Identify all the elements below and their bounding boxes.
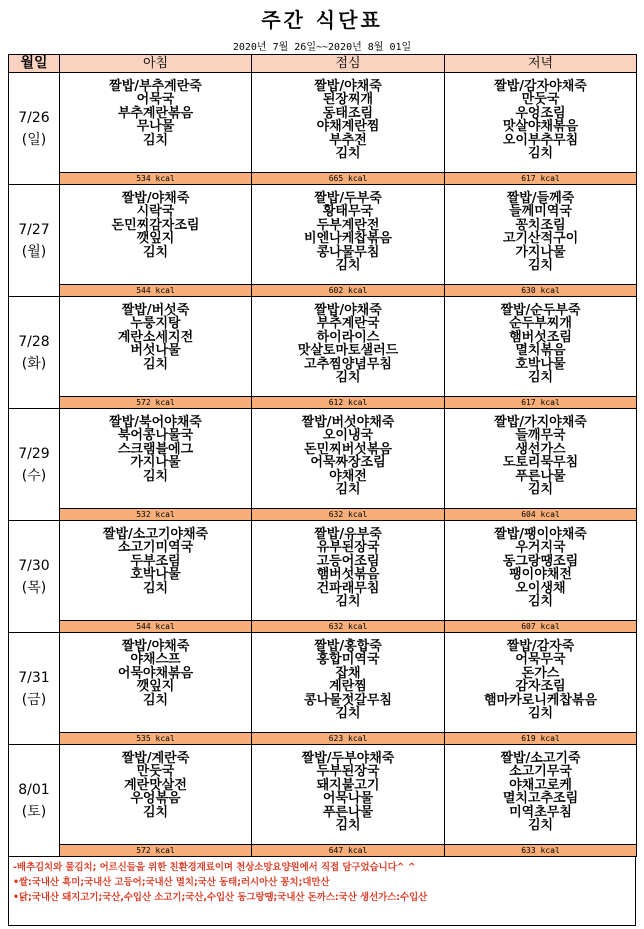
day-date: 8/01	[18, 781, 50, 798]
breakfast-items	[60, 409, 251, 508]
menu-item: 김치	[335, 370, 361, 386]
day-weekday: (수)	[21, 467, 47, 484]
menu-item: 김치	[142, 132, 169, 148]
dinner-cell	[445, 297, 637, 409]
lunch-cell	[252, 745, 445, 857]
menu-item: 짤밥/야채죽	[121, 639, 190, 654]
menu-item: 김치	[142, 692, 169, 708]
menu-item: 꽁치조림	[515, 217, 566, 233]
menu-item: 짤밥/가지야채죽	[494, 415, 587, 430]
menu-item: 동그랑땡조림	[502, 553, 579, 569]
menu-item: 푸른나물	[515, 468, 566, 484]
menu-item: 짤밥/북어야채죽	[109, 415, 202, 430]
breakfast-items	[60, 521, 251, 620]
kcal-bar: 534 kcal	[60, 172, 251, 184]
menu-item: 햄버섯볶음	[316, 567, 380, 583]
menu-item: 김치	[527, 818, 554, 834]
menu-item: 짤밥/들께죽	[506, 191, 575, 206]
header-day: 월일	[9, 55, 60, 73]
breakfast-items	[60, 745, 251, 844]
lunch-items	[252, 297, 444, 396]
menu-item: 짤밥/소고기죽	[500, 751, 581, 766]
breakfast-cell	[60, 745, 252, 857]
dinner-items	[445, 745, 636, 844]
menu-item: 들께미역국	[509, 204, 572, 220]
menu-item: 어묵야채볶음	[117, 665, 194, 681]
menu-item: 짤밥/홍합죽	[314, 639, 382, 654]
lunch-items	[252, 521, 444, 620]
menu-item: 김치	[335, 146, 361, 162]
day-row	[9, 73, 637, 185]
kcal-bar: 617 kcal	[445, 396, 636, 408]
day-row	[9, 745, 637, 857]
menu-item: 짤밥/부추계란죽	[109, 79, 202, 94]
day-weekday: (금)	[21, 691, 47, 708]
breakfast-cell	[60, 297, 252, 409]
menu-item: 무나물	[136, 119, 175, 135]
dinner-cell	[445, 409, 637, 521]
day-date: 7/26	[18, 109, 50, 126]
menu-item: 김치	[527, 482, 554, 498]
menu-item: 맛살토마토샐러드	[297, 343, 399, 359]
day-cell	[9, 633, 60, 745]
menu-item: 팽이야채전	[509, 567, 572, 583]
dinner-cell	[445, 633, 637, 745]
lunch-items	[252, 185, 444, 284]
menu-item: 들깨무국	[515, 428, 566, 444]
dinner-items	[445, 633, 636, 732]
menu-item: 홍합미역국	[316, 652, 380, 668]
menu-item: 부추계란볶음	[117, 105, 194, 121]
menu-table	[8, 54, 637, 857]
menu-item: 짤밥/팽이야채죽	[494, 527, 587, 542]
dinner-items	[445, 409, 636, 508]
menu-item: 김치	[527, 146, 554, 162]
menu-item: 스크램블에그	[117, 441, 194, 457]
menu-item: 짤밥/버섯죽	[121, 303, 190, 318]
menu-item: 김치	[335, 706, 361, 722]
menu-item: 돈가스	[521, 665, 560, 681]
breakfast-cell	[60, 521, 252, 633]
menu-item: 맛살야채볶음	[502, 119, 579, 135]
menu-item: 북어콩나물국	[117, 428, 194, 444]
menu-item: 짤밥/두부야채죽	[301, 751, 395, 766]
menu-item: 야채전	[329, 468, 367, 484]
day-date: 7/29	[18, 445, 50, 462]
day-date: 7/27	[18, 221, 50, 238]
kcal-bar: 604 kcal	[445, 508, 636, 520]
menu-item: 짤밥/야채죽	[121, 191, 190, 206]
menu-item: 유부된장국	[316, 540, 380, 556]
menu-item: 우거지국	[515, 540, 566, 556]
menu-item: 김치	[335, 594, 361, 610]
lunch-items	[252, 633, 444, 732]
menu-item: 김치	[527, 258, 554, 274]
menu-item: 야채고로케	[509, 777, 572, 793]
menu-item: 짤밥/야채죽	[314, 79, 382, 94]
menu-item: 잡채	[335, 665, 361, 681]
menu-item: 부추계란국	[316, 316, 380, 332]
kcal-bar: 632 kcal	[252, 508, 444, 520]
menu-item: 시락국	[136, 204, 175, 220]
menu-item: 깻잎지	[136, 231, 175, 247]
menu-item: 우엉조림	[515, 105, 566, 121]
menu-item: 버섯나물	[130, 343, 181, 359]
kcal-bar: 633 kcal	[445, 844, 636, 856]
menu-item: 김치	[335, 258, 361, 274]
kcal-bar: 612 kcal	[252, 396, 444, 408]
menu-item: 어묵나물	[322, 791, 374, 807]
day-row	[9, 633, 637, 745]
menu-item: 감자조림	[515, 679, 566, 695]
menu-item: 돼지불고기	[316, 777, 380, 793]
day-row	[9, 409, 637, 521]
day-cell	[9, 297, 60, 409]
menu-item: 짤밥/감자야채죽	[494, 79, 587, 94]
kcal-bar: 632 kcal	[252, 620, 444, 632]
lunch-items	[252, 409, 444, 508]
day-cell	[9, 185, 60, 297]
menu-item: 누룽지탕	[130, 316, 181, 332]
menu-item: 멸치볶음	[515, 343, 566, 359]
lunch-items	[252, 745, 444, 844]
day-row	[9, 297, 637, 409]
menu-item: 소고기미역국	[117, 540, 194, 556]
menu-item: 짤밥/순두부죽	[500, 303, 581, 318]
dinner-items	[445, 521, 636, 620]
menu-item: 비엔나케찹볶음	[304, 231, 392, 247]
menu-item: 소고기무국	[509, 764, 572, 780]
menu-item: 계란맛살전	[124, 777, 187, 793]
menu-item: 햄버섯조림	[509, 329, 572, 345]
menu-item: 계란소세지전	[117, 329, 194, 345]
note-origin-2: •닭;국내산 돼지고기;국산,수입산 소고기;국산,수입산 동그랑땡;국내산 돈까스:국산 생선가스:수입산	[13, 892, 428, 903]
menu-item: 순두부찌개	[509, 316, 572, 332]
day-weekday: (일)	[21, 131, 47, 148]
menu-item: 만둣국	[521, 92, 560, 108]
header-dinner: 저녁	[445, 55, 637, 73]
menu-item: 김치	[335, 818, 361, 834]
dinner-cell	[445, 745, 637, 857]
menu-item: 가지나물	[515, 244, 566, 260]
menu-item: 하이라이스	[316, 329, 380, 345]
kcal-bar: 619 kcal	[445, 732, 636, 744]
breakfast-items	[60, 297, 251, 396]
menu-item: 우엉볶음	[130, 791, 181, 807]
menu-item: 오이생채	[515, 580, 566, 596]
menu-item: 황태무국	[322, 204, 374, 220]
menu-item: 짤밥/유부죽	[314, 527, 382, 542]
menu-item: 멸치고추조림	[502, 791, 579, 807]
menu-item: 고등어조림	[316, 553, 380, 569]
day-date: 7/31	[18, 669, 50, 686]
breakfast-cell	[60, 73, 252, 185]
dinner-items	[445, 185, 636, 284]
menu-item: 도토리묵무침	[502, 455, 579, 471]
menu-item: 어묵무국	[515, 652, 566, 668]
menu-item: 김치	[142, 356, 169, 372]
lunch-cell	[252, 297, 445, 409]
menu-item: 만둣국	[136, 764, 175, 780]
menu-item: 짤밥/두부죽	[314, 191, 382, 206]
kcal-bar: 572 kcal	[60, 844, 251, 856]
day-cell	[9, 521, 60, 633]
menu-item: 어묵국	[136, 92, 175, 108]
lunch-cell	[252, 73, 445, 185]
menu-item: 건파래무침	[316, 580, 380, 596]
menu-item: 짤밥/버섯야채죽	[301, 415, 395, 430]
breakfast-cell	[60, 185, 252, 297]
note-kimchi: -배추김치와 물김치; 어르신들을 위한 친환경재료이며 천상소망요양원에서 직접 담구었습니다^ ^	[13, 862, 416, 873]
menu-item: 부추전	[329, 132, 367, 148]
day-row	[9, 521, 637, 633]
menu-item: 김치	[527, 706, 554, 722]
menu-item: 콩나물무침	[316, 244, 380, 260]
kcal-bar: 647 kcal	[252, 844, 444, 856]
day-cell	[9, 409, 60, 521]
kcal-bar: 532 kcal	[60, 508, 251, 520]
menu-item: 김치	[335, 482, 361, 498]
menu-item: 김치	[142, 468, 169, 484]
menu-item: 계란찜	[329, 679, 367, 695]
menu-item: 고추찜양념무침	[304, 356, 392, 372]
menu-item: 깻잎지	[136, 679, 175, 695]
kcal-bar: 544 kcal	[60, 284, 251, 296]
menu-item: 짤밥/야채죽	[314, 303, 382, 318]
dinner-items	[445, 73, 636, 172]
menu-item: 오이냉국	[322, 428, 374, 444]
menu-item: 두부조림	[130, 553, 181, 569]
menu-item: 김치	[142, 580, 169, 596]
kcal-bar: 665 kcal	[252, 172, 444, 184]
menu-item: 오이부추무침	[502, 132, 579, 148]
menu-item: 미역초무침	[509, 804, 572, 820]
breakfast-items	[60, 73, 251, 172]
kcal-bar: 630 kcal	[445, 284, 636, 296]
menu-item: 햄마카로니케찹볶음	[483, 692, 598, 708]
menu-item: 생선가스	[515, 441, 566, 457]
menu-item: 두부계란전	[316, 217, 380, 233]
menu-item: 짤밥/감자죽	[506, 639, 575, 654]
menu-item: 어묵짜장조림	[310, 455, 386, 471]
day-weekday: (목)	[21, 579, 47, 596]
header-lunch: 점심	[252, 55, 445, 73]
menu-item: 호박나물	[130, 567, 181, 583]
note-origin-1: •쌀:국내산 흑미;국내산 고등어;국내산 멸치;국산 동태;러시아산 꽁치;대만산	[13, 877, 330, 888]
breakfast-cell	[60, 633, 252, 745]
menu-item: 콩나물젓갈무침	[304, 692, 392, 708]
day-weekday: (월)	[21, 243, 47, 260]
menu-item: 돈민찌버섯볶음	[304, 441, 392, 457]
header-row	[9, 55, 637, 73]
menu-item: 짤밥/소고기야채죽	[102, 527, 209, 542]
kcal-bar: 544 kcal	[60, 620, 251, 632]
day-weekday: (화)	[21, 355, 47, 372]
lunch-items	[252, 73, 444, 172]
kcal-bar: 602 kcal	[252, 284, 444, 296]
menu-item: 푸른나물	[322, 804, 374, 820]
dinner-items	[445, 297, 636, 396]
day-row	[9, 185, 637, 297]
menu-item: 동태조림	[322, 105, 374, 121]
day-date: 7/30	[18, 557, 50, 574]
dinner-cell	[445, 521, 637, 633]
notes-box	[8, 856, 636, 926]
kcal-bar: 623 kcal	[252, 732, 444, 744]
menu-body	[9, 73, 637, 857]
breakfast-items	[60, 633, 251, 732]
date-range: 2020년 7월 26일~~2020년 8월 01일	[232, 42, 412, 53]
lunch-cell	[252, 409, 445, 521]
menu-item: 가지나물	[130, 455, 181, 471]
menu-item: 고기산적구이	[502, 231, 579, 247]
menu-item: 김치	[142, 244, 169, 260]
breakfast-cell	[60, 409, 252, 521]
menu-item: 김치	[527, 594, 554, 610]
header-breakfast: 아침	[60, 55, 252, 73]
lunch-cell	[252, 633, 445, 745]
menu-item: 돈민찌감자조림	[111, 217, 200, 233]
kcal-bar: 617 kcal	[445, 172, 636, 184]
menu-item: 김치	[527, 370, 554, 386]
menu-item: 야채스프	[130, 652, 181, 668]
menu-item: 두부된장국	[316, 764, 380, 780]
day-weekday: (토)	[21, 803, 47, 820]
dinner-cell	[445, 73, 637, 185]
menu-item: 짤밥/계란죽	[121, 751, 190, 766]
kcal-bar: 607 kcal	[445, 620, 636, 632]
menu-item: 김치	[142, 804, 169, 820]
kcal-bar: 535 kcal	[60, 732, 251, 744]
lunch-cell	[252, 185, 445, 297]
kcal-bar: 572 kcal	[60, 396, 251, 408]
day-date: 7/28	[18, 333, 50, 350]
day-cell	[9, 745, 60, 857]
breakfast-items	[60, 185, 251, 284]
page-title: 주간 식단표	[261, 8, 383, 32]
menu-item: 야채계란찜	[316, 119, 380, 135]
day-cell	[9, 73, 60, 185]
dinner-cell	[445, 185, 637, 297]
menu-item: 된장찌개	[322, 92, 374, 108]
lunch-cell	[252, 521, 445, 633]
menu-item: 호박나물	[515, 356, 566, 372]
